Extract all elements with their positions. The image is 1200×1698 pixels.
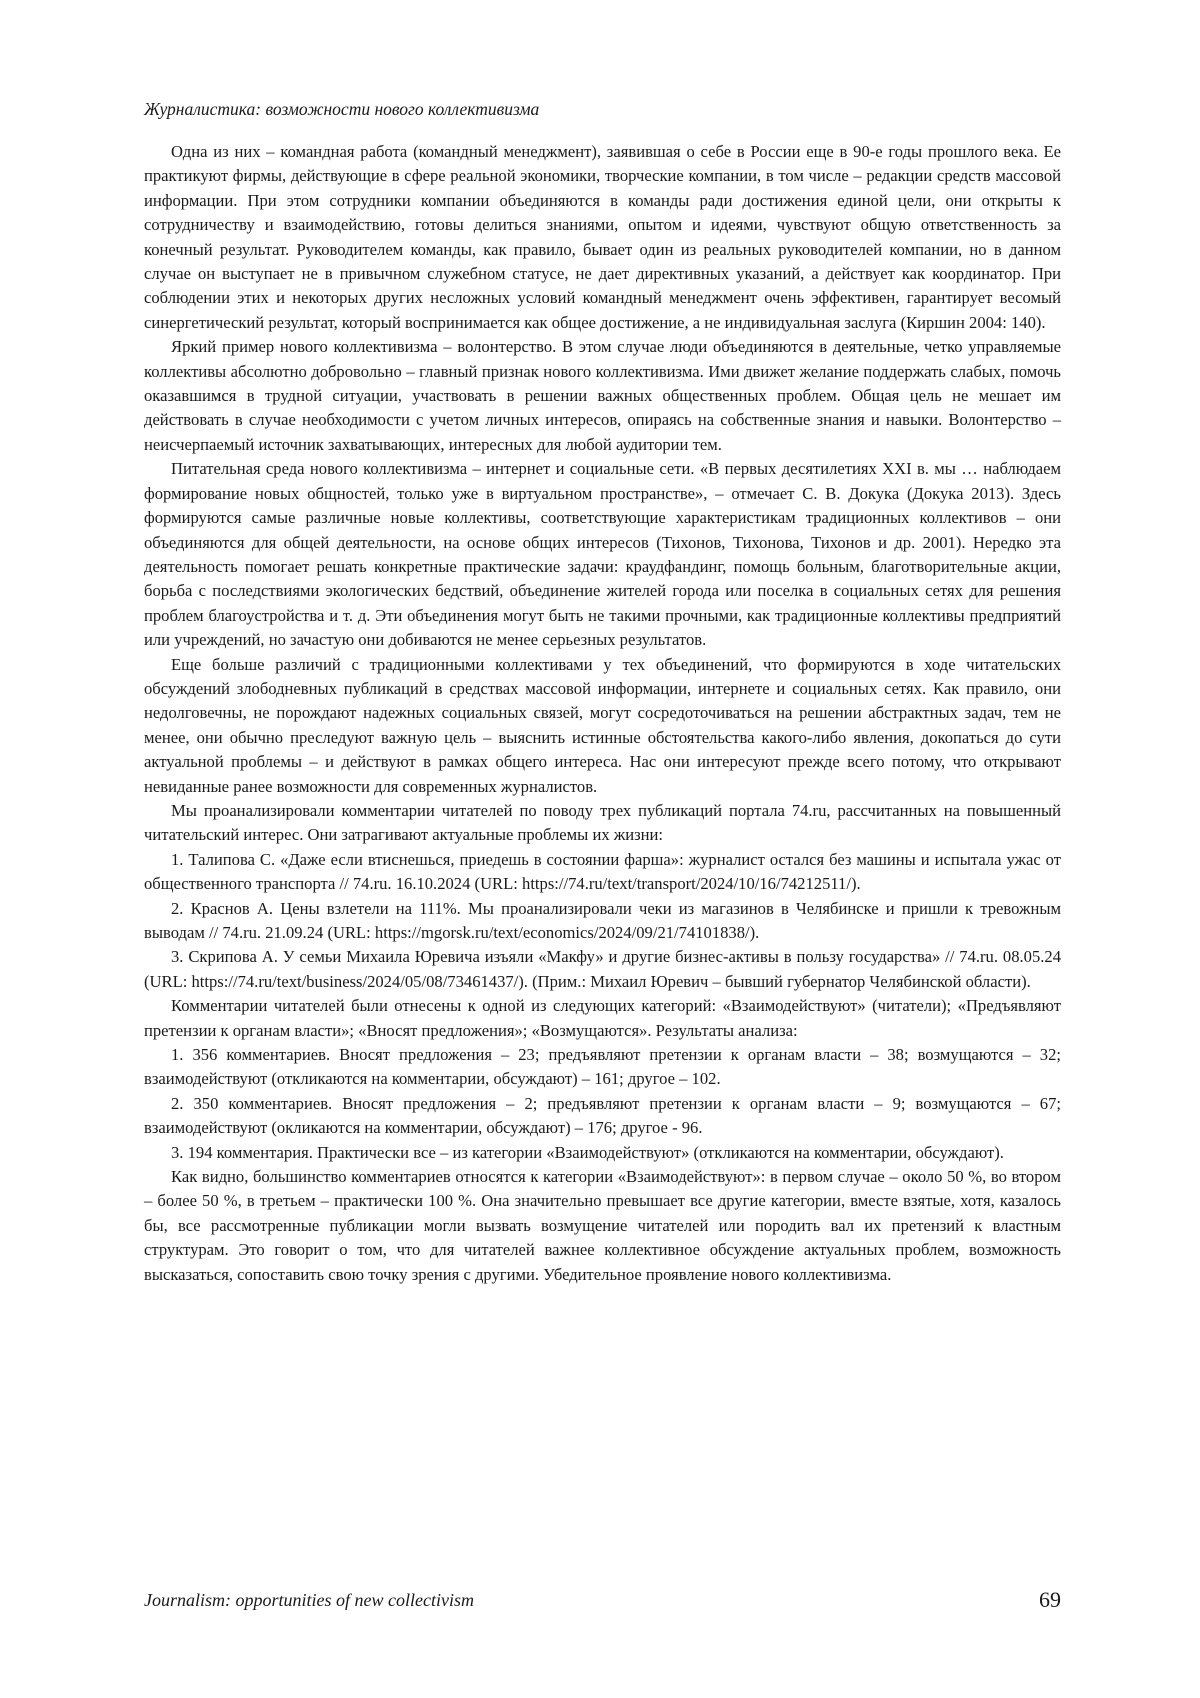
publication-list-item: 3. Скрипова А. У семьи Михаила Юревича изъяли «Макфу» и другие бизнес-активы в пользу государства» // 74.ru. 08.05.24 (URL: https://74.ru/text/business/2024/05/08/73461437/). (Прим.: Михаил Юревич – бывший губернатор Челябинской области). [144, 947, 1061, 991]
results-list-item: 1. 356 комментариев. Вносят предложения – 23; предъявляют претензии к органам власти – 38; возмущаются – 32; взаимодействуют (откликаются на комментарии, обсуждают) – 161; другое – 102. [144, 1045, 1061, 1089]
body-paragraph: Мы проанализировали комментарии читателей по поводу трех публикаций портала 74.ru, рассчитанных на повышенный читательский интерес. Они затрагивают актуальные проблемы их жизни: [144, 800, 1061, 845]
footer-journal-title: Journalism: opportunities of new collectivism [144, 1590, 474, 1610]
publication-list-item: 1. Талипова С. «Даже если втиснешься, приедешь в состоянии фарша»: журналист остался без машины и испытала ужас от общественного транспорта // 74.ru. 16.10.2024 (URL: https://74.ru/text/transport/2024/10/16/74212511/). [144, 849, 1061, 894]
body-paragraph: Яркий пример нового коллективизма – волонтерство. В этом случае люди объединяются в деятельные, четко управляемые коллективы абсолютно добровольно – главный признак нового коллективизма. Ими движет желание поддержать слабых, помочь оказавшимся в трудной ситуации, участвовать в решении важных общественных проблем. Общая цель не мешает им действовать в случае необходимости с учетом личных интересов, опираясь на собственные знания и навыки. Волонтерство – неисчерпаемый источник захватывающих, интересных для любой аудитории тем. [144, 337, 1061, 454]
page-number: 69 [1039, 1587, 1061, 1612]
body-paragraph: Как видно, большинство комментариев относятся к категории «Взаимодействуют»: в первом случае – около 50 %, во втором – более 50 %, в третьем – практически 100 %. Она значительно превышает все другие категории, вместе взятые, хотя, казалось бы, все рассмотренные публикации могли вызвать возмущение читателей или породить вал их претензий к властным структурам. Это говорит о том, что для читателей важнее коллективное обсуждение актуальных проблем, возможность высказаться, сопоставить свою точку зрения с другими. Убедительное проявление нового коллективизма. [144, 1167, 1061, 1284]
body-paragraph: Питательная среда нового коллективизма – интернет и социальные сети. «В первых десятилетиях XXI в. мы … наблюдаем формирование новых общностей, только уже в виртуальном пространстве», – отмечает С. В. Докука (Докука 2013). Здесь формируются самые различные новые коллективы, соответствующие характеристикам традиционных коллективов – они объединяются для общей деятельности, на основе общих интересов (Тихонов, Тихонова, Тихонов и др. 2001). Нередко эта деятельность помогает решать конкретные практические задачи: краудфандинг, помощь больным, благотворительные акции, борьба с последствиями экологических бедствий, объединение жителей города или поселка в социальных сетях для решения проблем благоустройства и т. д. Эти объединения могут быть не такими прочными, как традиционные коллективы предприятий или учреждений, но зачастую они добиваются не менее серьезных результатов. [144, 459, 1061, 650]
article-body [144, 140, 1061, 1287]
publication-list-item: 2. Краснов А. Цены взлетели на 111%. Мы проанализировали чеки из магазинов в Челябинске и пришли к тревожным выводам // 74.ru. 21.09.24 (URL: https://mgorsk.ru/text/economics/2024/09/21/74101838/). [144, 898, 1061, 942]
body-paragraph: Одна из них – командная работа (командный менеджмент), заявившая о себе в России еще в 90-е годы прошлого века. Ее практикуют фирмы, действующие в сфере реальной экономики, творческие компании, в том числе – редакции средств массовой информации. При этом сотрудники компании объединяются в команды ради достижения единой цели, они открыты к сотрудничеству и взаимодействию, готовы делиться знаниями, опытом и идеями, чувствуют общую ответственность за конечный результат. Руководителем команды, как правило, бывает один из реальных руководителей компании, но в данном случае он выступает не в привычном служебном статусе, не дает директивных указаний, а действует как координатор. При соблюдении этих и некоторых других несложных условий командный менеджмент очень эффективен, гарантирует весомый синергетический результат, который воспринимается как общее достижение, а не индивидуальная заслуга (Киршин 2004: 140). [144, 142, 1061, 332]
body-paragraph: Комментарии читателей были отнесены к одной из следующих категорий: «Взаимодействуют» (читатели); «Предъявляют претензии к органам власти»; «Вносят предложения»; «Возмущаются». Результаты анализа: [144, 996, 1061, 1040]
body-paragraph: Еще больше различий с традиционными коллективами у тех объединений, что формируются в ходе читательских обсуждений злободневных публикаций в средствах массовой информации, интернете и социальных сетях. Как правило, они недолговечны, не порождают надежных социальных связей, могут сосредоточиваться на решении абстрактных задач, тем не менее, они обычно преследуют важную цель – выяснить истинные обстоятельства какого-либо явления, докопаться до сути актуальной проблемы – и действуют в рамках общего интереса. Нас они интересуют прежде всего потому, что открывают невиданные ранее возможности для современных журналистов. [144, 654, 1061, 796]
results-list-item: 3. 194 комментария. Практически все – из категории «Взаимодействуют» (откликаются на комментарии, обсуждают). [171, 1142, 1004, 1162]
running-head-title: Журналистика: возможности нового коллективизма [144, 99, 540, 119]
results-list-item: 2. 350 комментариев. Вносят предложения – 2; предъявляют претензии к органам власти – 9; возмущаются – 67; взаимодействуют (окликаются на комментарии, обсуждают) – 176; другое - 96. [144, 1093, 1061, 1138]
